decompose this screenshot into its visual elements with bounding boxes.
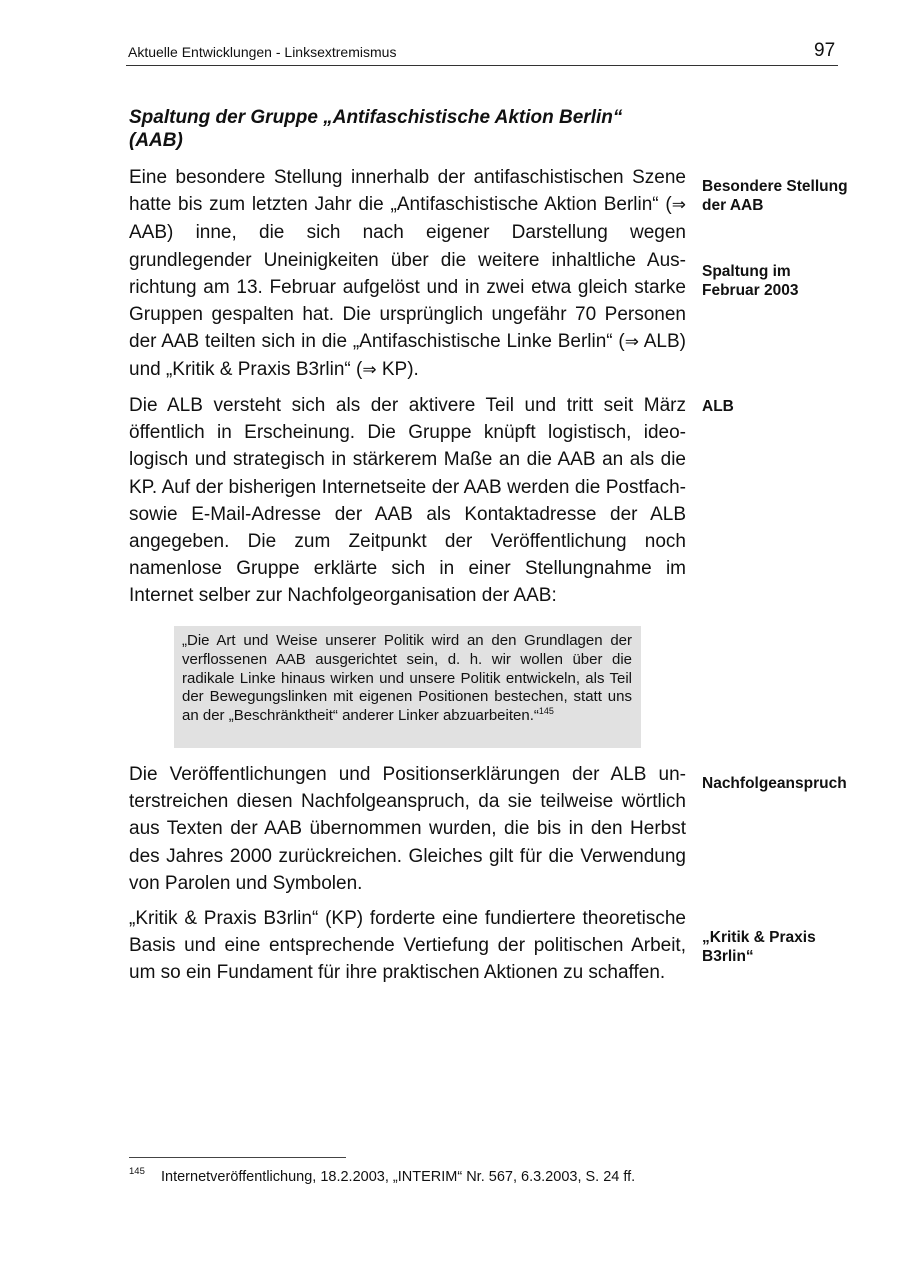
margin-note-alb: ALB [702,398,734,415]
margin-note-2-line-1: Spaltung im [702,263,791,280]
paragraph-kritik-praxis: „Kritik & Praxis B3rlin“ (KP) forderte eine fundiertere theoretische Basis und eine entsprechende Vertiefung der politischen Arbeit, um so ein Fundament für ihre praktischen Aktionen zu schaffen. [129,908,686,984]
quote-body: „Die Art und Weise unserer Politik wird an den Grundlagen der verflossenen AAB ausgerichtet sein, d. h. wir wollen über die radikale Linke hinaus wirken und unsere Politik entwickeln, als Teil der Bewegungslinken mit eigenen Positionen bestechen, statt uns an der „Beschränktheit“ anderer Linker abzuarbeiten.“ [182,632,632,725]
margin-note-2-line-2: Februar 2003 [702,281,799,299]
margin-note-5-line-2: B3rlin“ [702,947,754,965]
running-header: Aktuelle Entwicklungen - Linksextremismus [128,44,397,60]
margin-note-kritik-praxis [702,929,872,966]
quote-box [174,626,641,748]
paragraph1-text-part1: Eine besondere Stellung innerhalb der antifaschistischen Szene hatte bis zum letzten Jahr die „Antifaschistische Aktion Berlin“ ( [129,167,686,216]
header-divider [126,65,838,66]
section-heading-line-2: (AAB) [129,130,183,151]
paragraph1-text-part4: KP). [376,359,419,381]
footnote-number: 145 [129,1166,145,1177]
paragraph1-text-part3: ALB) und „Kritik & Praxis B3rlin“ ( [129,331,686,381]
quote-text [182,632,632,726]
page-number: 97 [814,40,836,61]
paragraph1-text-part2: AAB) inne, die sich nach eigener Darstellung wegen grundlegender Uneinigkeiten über die weitere inhaltliche Ausrichtung am 13. Februar aufgelöst und in zwei etwa gleich starke Gruppen gespalten hat. Die ursprünglich ungefähr 70 Personen der AAB teilten sich in die „Antifaschistische Linke Berlin“ ( [129,222,686,353]
margin-note-spaltung [702,263,872,300]
footnote-reference: 145 [538,706,554,717]
margin-note-5-line-1: „Kritik & Praxis [702,929,816,946]
margin-note-1-line-1: Besondere Stellung [702,178,848,195]
paragraph-besondere-stellung [129,164,686,385]
arrow-icon: ⇒ [624,332,639,353]
footnote-divider [129,1157,346,1158]
footnote-text: Internetveröffentlichung, 18.2.2003, „INTERIM“ Nr. 567, 6.3.2003, S. 24 ff. [161,1169,636,1185]
section-heading-line-1: Spaltung der Gruppe „Antifaschistische Aktion Berlin“ [129,107,623,128]
section-heading [129,106,689,152]
margin-note-1-line-2: der AAB [702,196,764,214]
arrow-icon: ⇒ [671,195,686,216]
paragraph-alb: Die ALB versteht sich als der aktivere Teil und tritt seit März öffentlich in Erscheinung. Die Gruppe knüpft logistisch, ideologisch und strategisch in stärkerem Maße an die AAB an als die KP. Auf der bisherigen Internetseite der AAB werden die Postfach- sowie E-Mail-Adresse der AAB als Kontaktadresse der ALB angegeben. Die zum Zeitpunkt der Veröffentlichung noch namenlose Gruppe erklärte sich in einer Stellungnahme im Internet selber zur Nachfolgeorganisation der AAB: [129,395,686,607]
arrow-icon: ⇒ [362,360,377,381]
margin-note-besondere-stellung [702,178,872,215]
paragraph-nachfolgeanspruch: Die Veröffentlichungen und Positionserklärungen der ALB unterstreichen diesen Nachfolgeanspruch, da sie teilweise wörtlich aus Texten der AAB übernommen wurden, die bis in den Herbst des Jahres 2000 zurückreichen. Gleiches gilt für die Verwendung von Parolen und Symbolen. [129,764,686,894]
margin-note-nachfolgeanspruch: Nachfolgeanspruch [702,775,847,792]
